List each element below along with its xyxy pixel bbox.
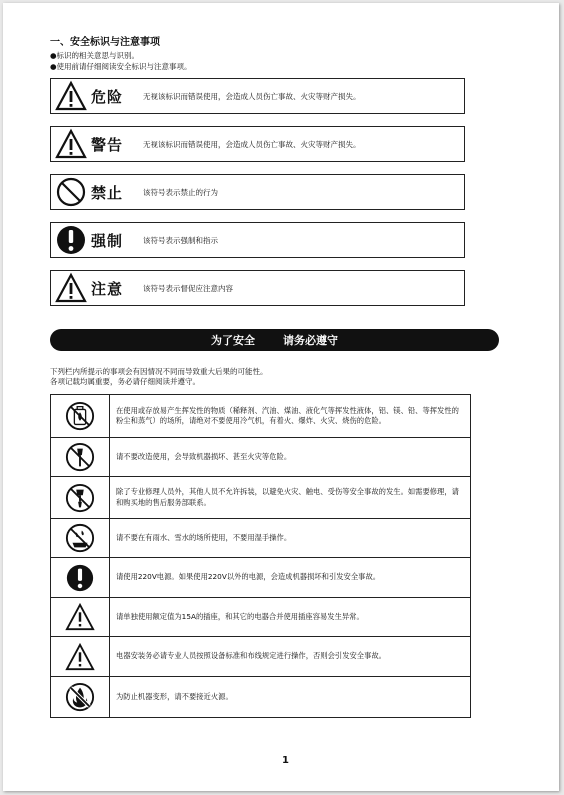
no-water-icon: [65, 523, 95, 553]
no-modification-icon: [65, 442, 95, 472]
no-flammables-icon: [65, 401, 95, 431]
warning-triangle-icon: [65, 602, 95, 632]
sign-prohibited: [50, 174, 465, 210]
sign-description: 无视该标识而错误使用，会造成人员伤亡事故、火灾等财产损失。: [143, 139, 361, 149]
sign-description: 该符号表示强制和指示: [143, 235, 218, 245]
sign-label: 强制: [91, 231, 124, 250]
table-row: [51, 476, 470, 518]
rule-text: 请单独使用额定值为15A的插座，和其它的电器合并使用插座容易发生异常。: [116, 611, 364, 621]
warning-triangle-icon: [65, 642, 95, 672]
section-title: 一、安全标识与注意事项: [50, 37, 160, 48]
intro-text: [50, 367, 268, 387]
rule-text: 请不要改造使用，会导致机器损坏、甚至火灾等危险。: [116, 451, 292, 461]
table-row: [51, 395, 470, 437]
safety-banner: [50, 329, 499, 351]
intro-line: 下列栏内所提示的事项会有因情况不同而导致重大后果的可能性。: [50, 367, 268, 376]
mandatory-exclamation-icon: [55, 224, 87, 256]
sign-mandatory: [50, 222, 465, 258]
banner-right: 请务必遵守: [283, 334, 338, 347]
table-row: [51, 676, 470, 717]
sign-label: 禁止: [91, 183, 124, 202]
bullet-item: ●标识的相关意思与识别。: [50, 51, 140, 60]
table-row: [51, 557, 470, 597]
sign-description: 该符号表示禁止的行为: [143, 187, 218, 197]
no-disassembly-icon: [65, 483, 95, 513]
table-row: [51, 518, 470, 557]
table-row: [51, 636, 470, 676]
table-row: [51, 437, 470, 476]
rule-text: 为防止机器变形，请不要接近火源。: [116, 691, 233, 701]
table-row: [51, 597, 470, 636]
sign-description: 该符号表示督促应注意内容: [143, 283, 233, 293]
warning-triangle-icon: [55, 128, 87, 160]
rule-text: 电器安装务必请专业人员按照设备标准和布线规定进行操作，否则会引发安全事故。: [116, 651, 386, 661]
page-number: 1: [282, 755, 289, 766]
manual-page: [3, 3, 559, 791]
sign-description: 无视该标识而错误使用，会造成人员伤亡事故、火灾等财产损失。: [143, 91, 361, 101]
bullet-item: ●使用前请仔细阅读安全标识与注意事项。: [50, 62, 192, 71]
warning-triangle-icon: [55, 272, 87, 304]
prohibition-circle-icon: [55, 176, 87, 208]
sign-warning: [50, 126, 465, 162]
rule-text: 除了专业修理人员外，其他人员不允许拆装，以避免火灾、触电、受伤等安全事故的发生。如需要修理，请和购买地的售后服务部联系。: [116, 487, 459, 507]
rule-text: 请使用220V电源。如果使用220V以外的电源，会造成机器损坏和引发安全事故。: [116, 572, 381, 582]
safety-rules-table: [50, 394, 471, 718]
rule-text: 在使用或存放易产生挥发性的物质（稀释剂、汽油、煤油、液化气等挥发性液体，铝、镁、铅、等挥发性的粉尘和蒸气）的场所，请绝对不要使用冷气机，有着火、爆炸、火灾、烧伤的危险。: [116, 405, 459, 425]
sign-label: 警告: [91, 135, 124, 154]
sign-label: 危险: [91, 87, 124, 106]
warning-triangle-icon: [55, 80, 87, 112]
intro-line: 各项记载均属重要，务必请仔细阅读并遵守。: [50, 377, 200, 386]
rule-text: 请不要在有雨水、雪水的场所使用，不要用湿手操作。: [116, 532, 292, 542]
banner-left: 为了安全: [211, 334, 255, 347]
sign-caution: [50, 270, 465, 306]
bullet-list: [50, 50, 192, 72]
sign-danger: [50, 78, 465, 114]
mandatory-exclamation-icon: [65, 563, 95, 593]
no-fire-icon: [65, 682, 95, 712]
sign-label: 注意: [91, 279, 124, 298]
